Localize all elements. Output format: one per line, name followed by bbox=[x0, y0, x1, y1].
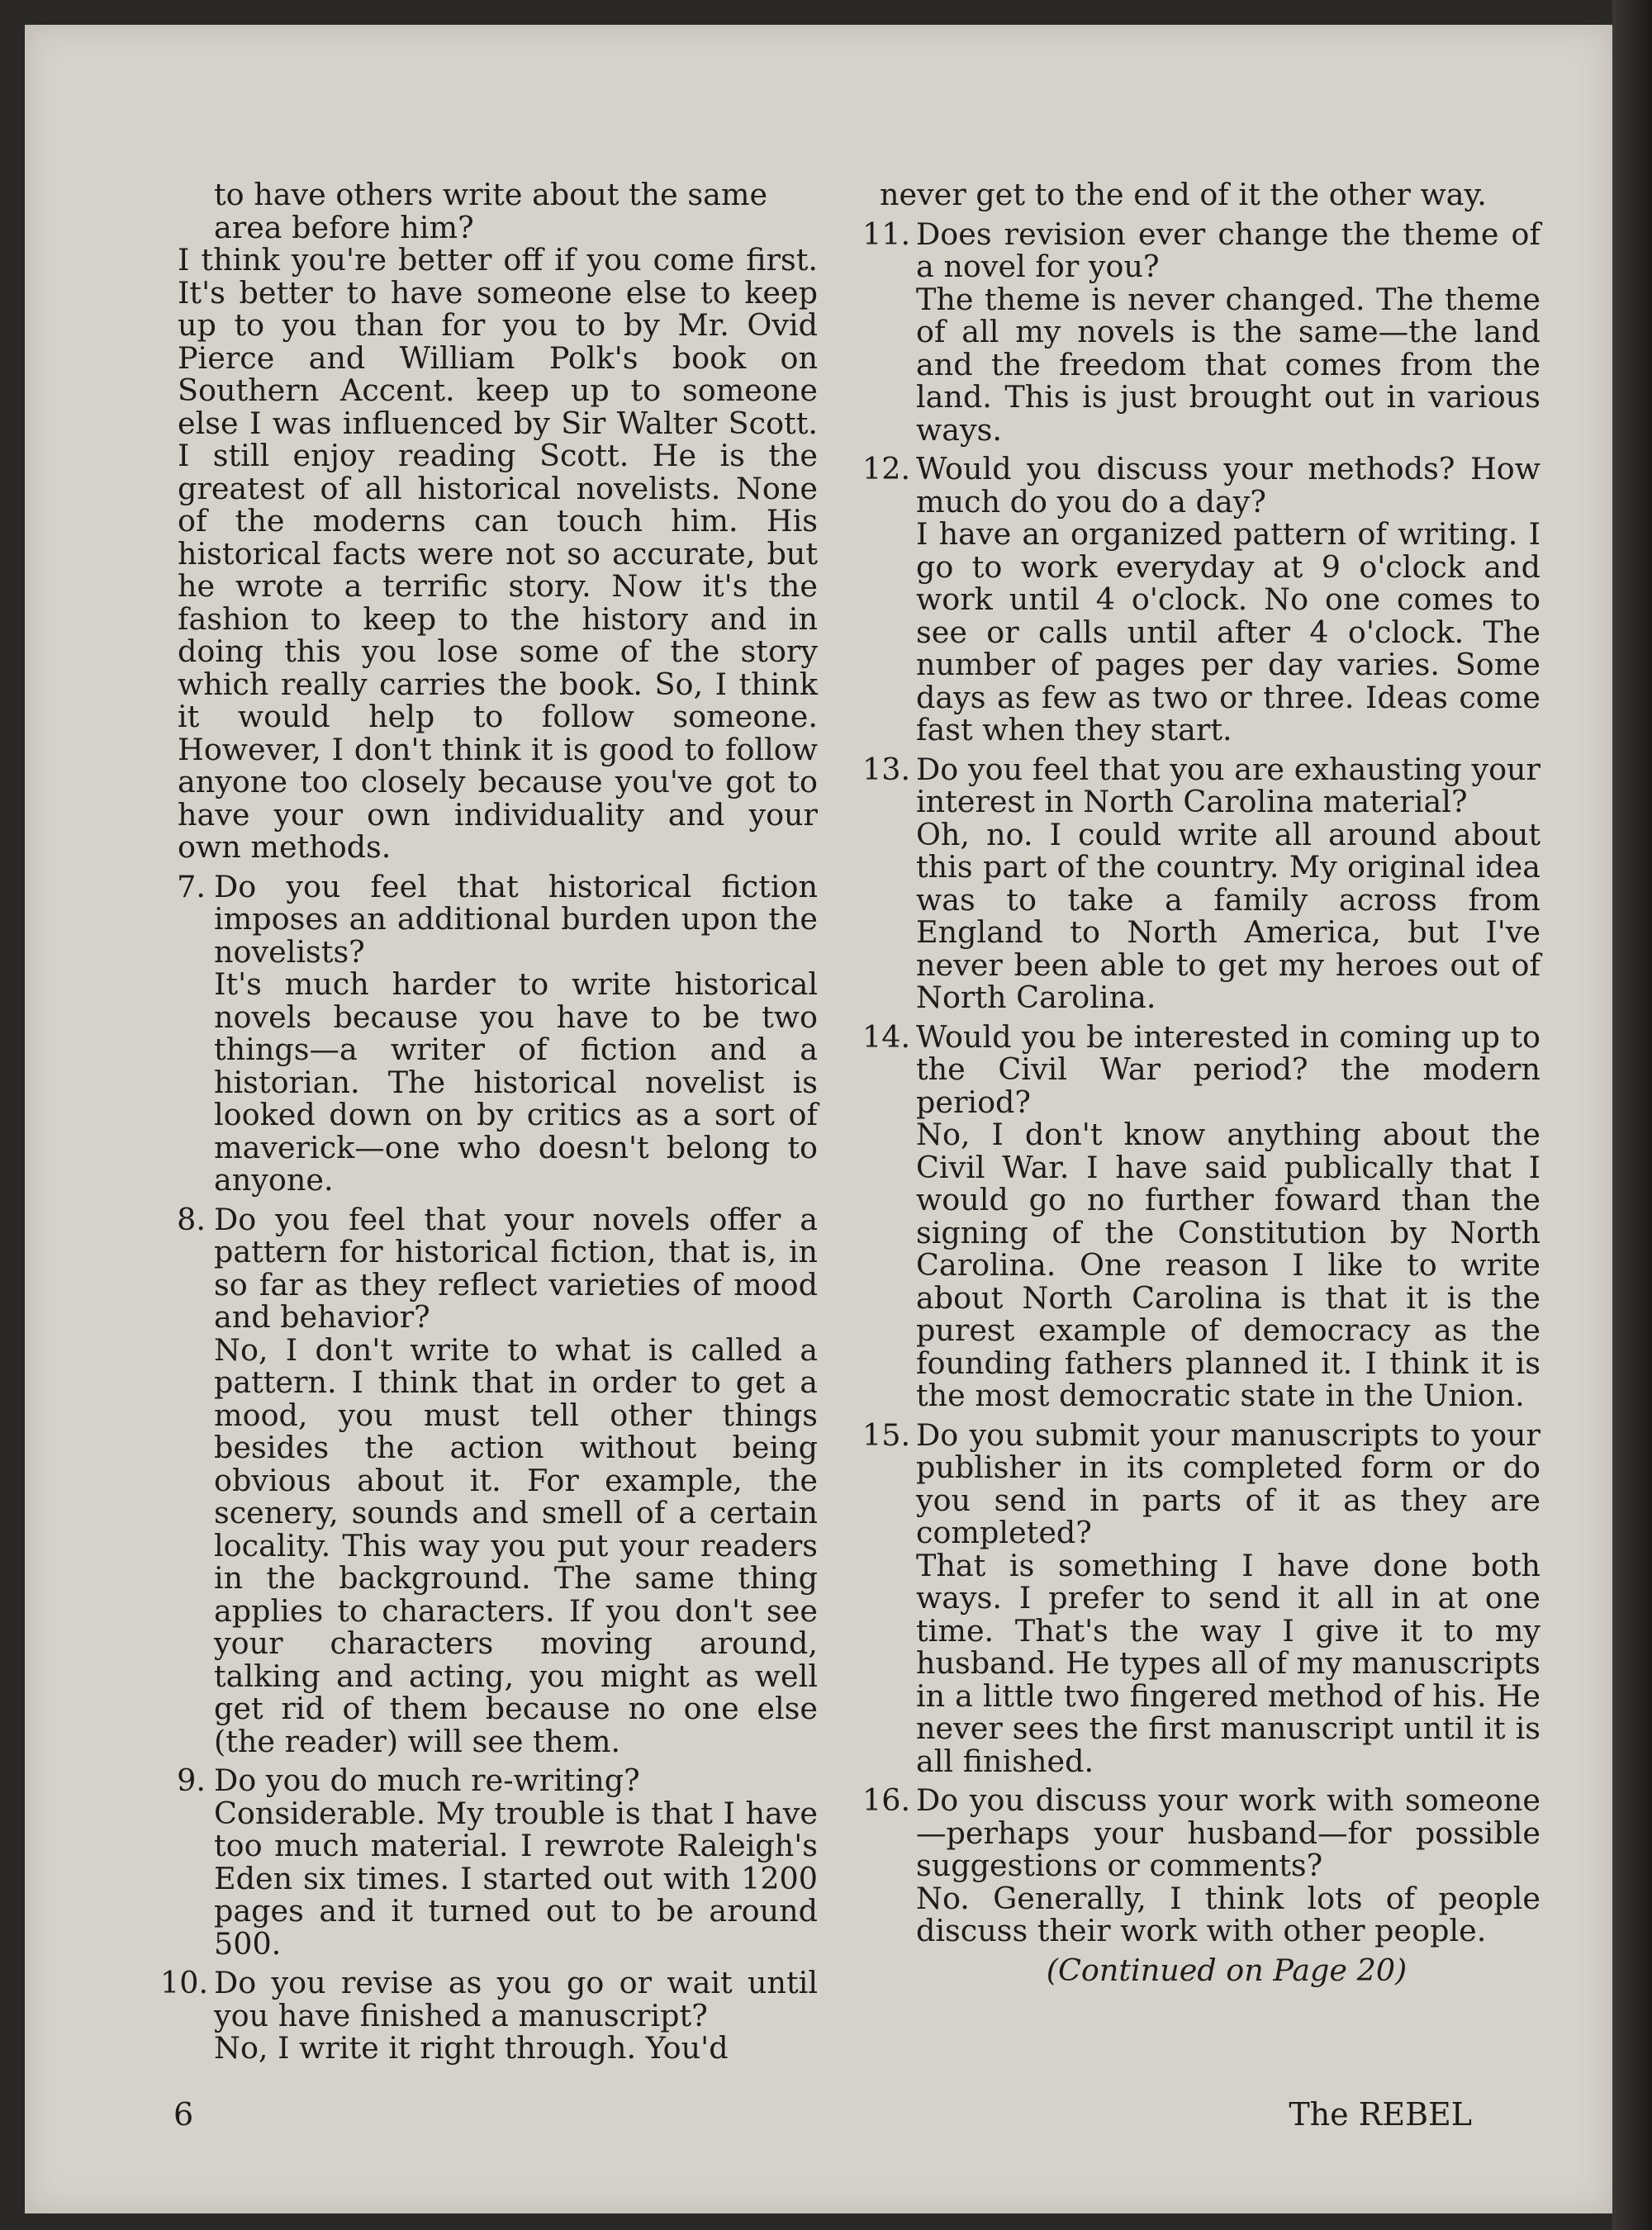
question-text: Would you be interested in coming up to the Civil War period? the modern period? bbox=[916, 1018, 1540, 1120]
question bbox=[862, 216, 1540, 284]
question-text: Do you feel that historical fiction imposes an additional burden upon the novelists? bbox=[214, 868, 818, 970]
qa-item-13 bbox=[862, 751, 1540, 1015]
answer-text: Oh, no. I could write all around about this part of the country. My original idea was to take a family across from England to North America, but I've never been able to get my heroes out of North Carolina. bbox=[916, 816, 1540, 1015]
answer-text: No, I don't know anything about the Civil War. I have said publically that I would go no further foward than the signing of the Constitution by North Carolina. One reason I like to write about North Carolina is that it is the purest example of democracy as the founding fathers planned it. I think it is the most democratic state in the Union. bbox=[916, 1117, 1540, 1413]
magazine-title: The REBEL bbox=[1289, 2096, 1472, 2133]
question-text: Do you discuss your work with someone—perhaps your husband—for possible suggestions or comments? bbox=[916, 1782, 1540, 1883]
qa-item-9 bbox=[178, 1764, 818, 1960]
question bbox=[862, 751, 1540, 819]
answer-text: That is something I have done both ways. I prefer to send it all in at one time. That's the way I give it to my husband. He types all of my manuscripts in a little two fingered method of his. He never sees the first manuscript until it is all finished. bbox=[916, 1547, 1540, 1779]
qa-item-12 bbox=[862, 451, 1540, 747]
left-column bbox=[160, 177, 818, 2071]
answer-text: No, I don't write to what is called a pattern. I think that in order to get a mood, you must tell other things besides the action without being obvious about it. For example, the scenery, sounds and smell of a certain locality. This way you put your readers in the background. The same thing applies to characters. If you don't see your characters moving around, talking and acting, you might as well get rid of them because no one else (the reader) will see them. bbox=[214, 1331, 818, 1759]
question-number: 9. bbox=[177, 1763, 206, 1798]
question-text: Do you revise as you go or wait until you have finished a manuscript? bbox=[214, 1965, 818, 2033]
page-number: 6 bbox=[173, 2096, 194, 2133]
answer-text: It's much harder to write historical novels because you have to be two things—a writer of fiction and a historian. The historical novelist is looked down on by critics as a sort of maverick—one who doesn't belong to anyone. bbox=[214, 966, 818, 1198]
qa-item-7 bbox=[177, 868, 818, 1198]
answer-text: No, I write it right through. You'd bbox=[214, 2030, 729, 2066]
question-text: Does revision ever change the theme of a novel for you? bbox=[916, 216, 1540, 284]
magazine-page bbox=[25, 25, 1612, 2213]
question bbox=[177, 1763, 818, 1798]
question-text: Do you feel that you are exhausting your interest in North Carolina material? bbox=[916, 751, 1540, 819]
right-column bbox=[862, 177, 1540, 1988]
question bbox=[862, 1416, 1540, 1550]
question-number: 14. bbox=[862, 1018, 911, 1055]
question-number: 16. bbox=[862, 1782, 911, 1818]
question-number: 11. bbox=[862, 216, 911, 252]
question-text: Do you do much re-writing? bbox=[214, 1763, 640, 1798]
qa-item-16 bbox=[862, 1782, 1540, 1948]
answer-text: Considerable. My trouble is that I have too much material. I rewrote Raleigh's Eden six times. I started out with 1200 pages and it turned out to be around 500. bbox=[214, 1795, 818, 1962]
qa-item-15 bbox=[862, 1416, 1540, 1779]
question-text: Would you discuss your methods? How much do you do a day? bbox=[916, 451, 1540, 520]
question-number: 10. bbox=[160, 1965, 209, 2000]
question bbox=[177, 868, 818, 970]
question-number: 12. bbox=[862, 451, 911, 486]
qa-item-14 bbox=[862, 1018, 1540, 1413]
intro-line: area before him? bbox=[214, 209, 474, 245]
question-text: Do you submit your manuscripts to your publisher in its completed form or do you send in parts of it as they are completed? bbox=[916, 1416, 1540, 1550]
question bbox=[862, 451, 1540, 520]
question bbox=[177, 1201, 818, 1335]
answer-text: I have an organized pattern of writing. I go to work everyday at 9 o'clock and work until 4 o'clock. No one comes to see or calls until after 4 o'clock. The number of pages per day varies. Some days as few as two or three. Ideas come fast when they start. bbox=[916, 516, 1540, 747]
question bbox=[862, 1018, 1540, 1120]
question-text: Do you feel that your novels offer a pattern for historical fiction, that is, in so far as they reflect varieties of mood and behavior? bbox=[214, 1201, 818, 1335]
binding-spine bbox=[1612, 0, 1652, 2230]
intro-line: to have others write about the same bbox=[214, 177, 768, 212]
question-number: 13. bbox=[862, 751, 911, 787]
question-number: 7. bbox=[177, 868, 206, 904]
answer-text: The theme is never changed. The theme of all my novels is the same—the land and the freedom that comes from the land. This is just brought out in various ways. bbox=[916, 281, 1540, 448]
qa-item-8 bbox=[178, 1203, 818, 1758]
intro-answer: I think you're better off if you come first. It's better to have someone else to keep up to you than for you to by Mr. Ovid Pierce and William Polk's book on Southern Accent. keep up to someone else I was influenced by Sir Walter Scott. I still enjoy reading Scott. He is the greatest of all historical novelists. None of the moderns can touch him. His historical facts were not so accurate, but he wrote a terrific story. Now it's the fashion to keep to the history and in doing this you lose some of the story which really carries the book. So, I think it would help to follow someone. However, I don't think it is good to follow anyone too closely because you've got to have your own individuality and your own methods. bbox=[178, 242, 818, 865]
qa-item-10 bbox=[160, 1965, 818, 2066]
question bbox=[862, 1782, 1540, 1883]
qa-item-11 bbox=[862, 216, 1540, 448]
question bbox=[160, 1965, 818, 2033]
continued-answer: never get to the end of it the other way. bbox=[880, 177, 1487, 212]
question-number: 8. bbox=[177, 1201, 206, 1237]
answer-text: No. Generally, I think lots of people discuss their work with other people. bbox=[916, 1880, 1540, 1948]
question-number: 15. bbox=[862, 1416, 911, 1453]
continued-note: (Continued on Page 20) bbox=[1046, 1952, 1408, 1988]
